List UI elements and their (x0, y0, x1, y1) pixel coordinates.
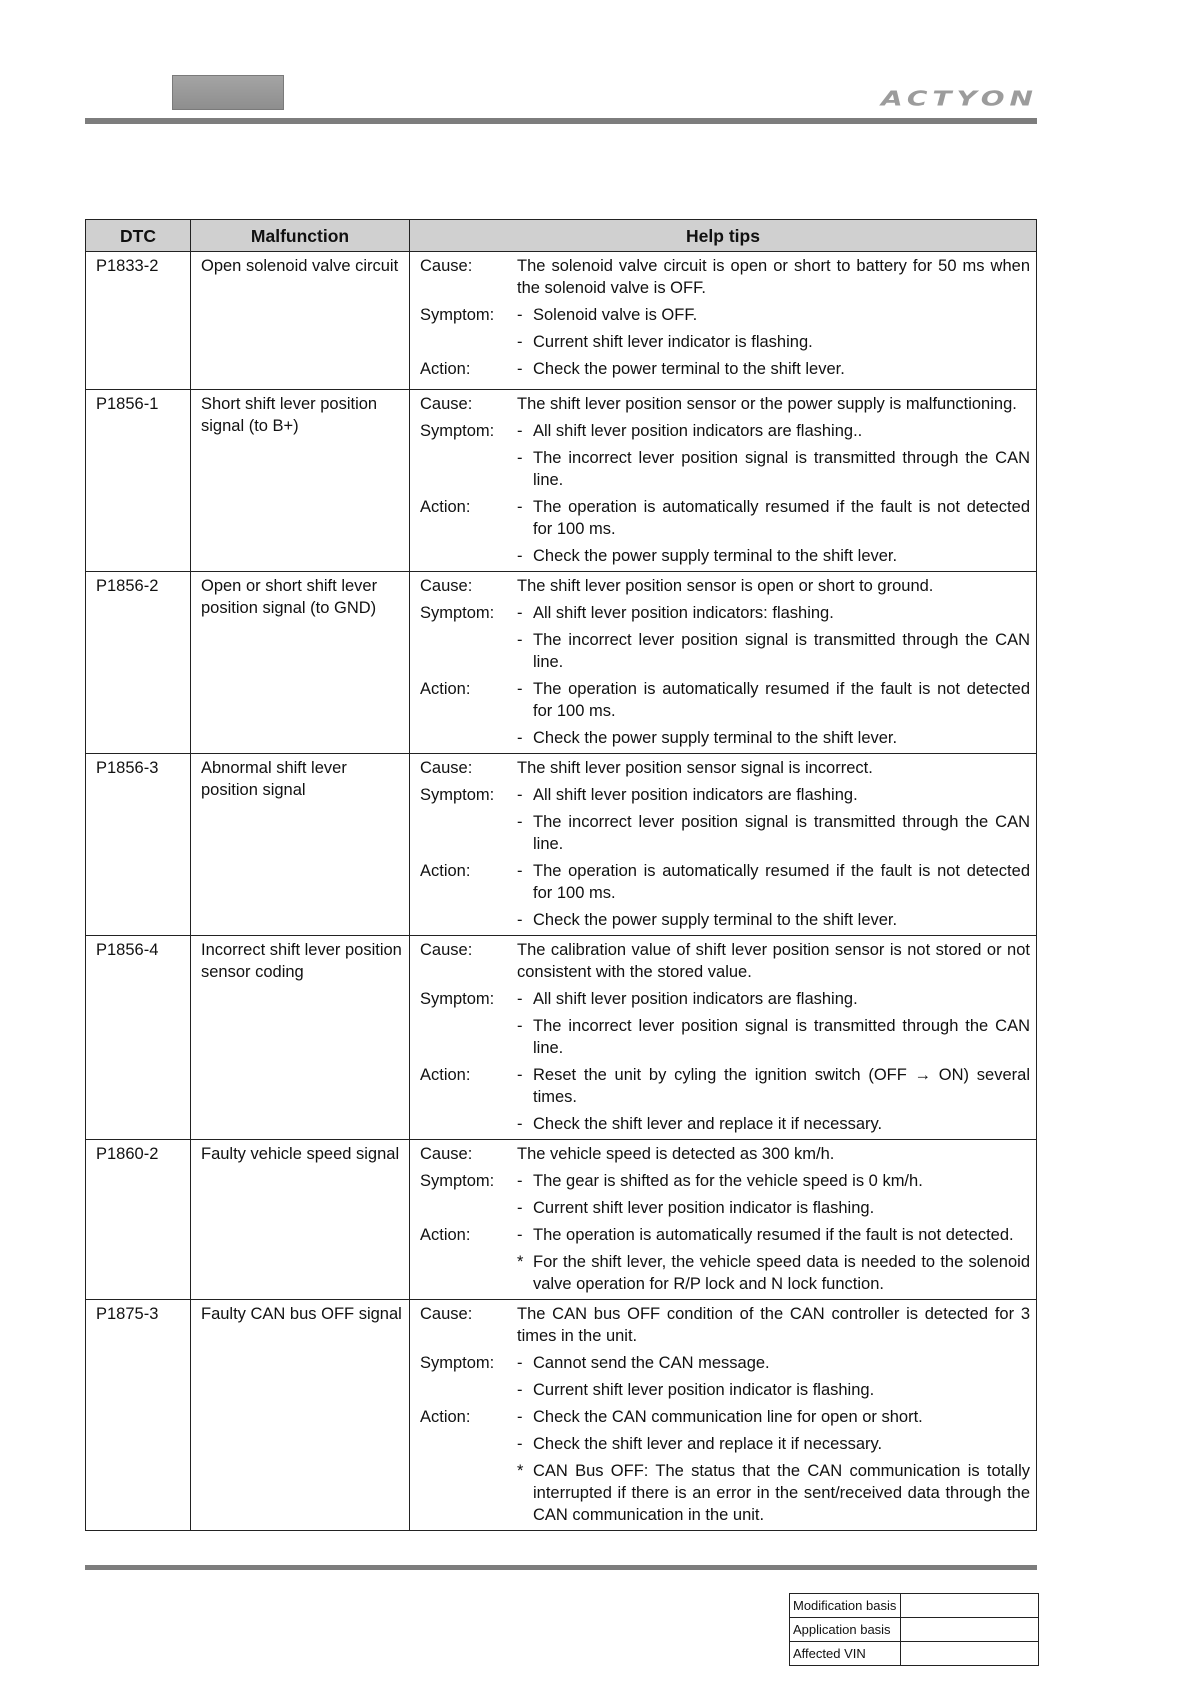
tip-text: All shift lever position indicators are flashing. (533, 990, 858, 1008)
tip-label: Cause: (420, 941, 473, 959)
tip-text: The gear is shifted as for the vehicle speed is 0 km/h. (533, 1172, 923, 1190)
tip-entry (517, 1379, 1030, 1401)
help-tips-cell (410, 1140, 1037, 1300)
tip-bullet: - (517, 911, 523, 929)
tip-entry (517, 1170, 1030, 1192)
tip-entry (517, 629, 1030, 673)
tip-text: The incorrect lever position signal is transmitted through the CAN line. (533, 813, 1030, 853)
tip-entry (517, 1406, 1030, 1428)
malfunction-cell: Faulty vehicle speed signal (191, 1140, 410, 1300)
dtc-table (85, 219, 1037, 1531)
malfunction-cell: Open or short shift lever position signal (to GND) (191, 572, 410, 754)
help-tips-list (420, 1303, 1030, 1526)
revision-row (790, 1594, 1039, 1618)
tip-label: Action: (420, 862, 471, 880)
tip-text: Check the shift lever and replace it if necessary. (533, 1115, 883, 1133)
help-tips-list (420, 255, 1030, 385)
table-row (86, 252, 1037, 390)
tip-label (420, 545, 517, 562)
tip-label: Cause: (420, 257, 473, 275)
help-tips-cell (410, 390, 1037, 572)
table-row (86, 572, 1037, 754)
help-tips-cell (410, 572, 1037, 754)
tip-label (420, 1113, 517, 1130)
tip-label: Symptom: (420, 604, 495, 622)
tip-bullet: - (517, 1354, 523, 1372)
tip-text: The CAN bus OFF condition of the CAN controller is detected for 3 times in the unit. (517, 1305, 1030, 1345)
revision-box (789, 1593, 1039, 1666)
tip-label: Action: (420, 1408, 471, 1426)
tip-text: Reset the unit by cyling the ignition switch (OFF → ON) several times. (533, 1066, 1030, 1106)
dtc-code: P1860-2 (86, 1140, 191, 1300)
tip-entry (517, 602, 1030, 624)
tip-label (420, 1197, 517, 1219)
help-tips-list (420, 757, 1030, 931)
tip-entry (517, 1143, 1030, 1165)
help-tips-cell (410, 936, 1037, 1140)
tip-text: Current shift lever position indicator is flashing. (533, 1199, 875, 1217)
tip-text: The shift lever position sensor signal is incorrect. (517, 759, 873, 777)
tip-entry (517, 811, 1030, 855)
tip-entry (517, 757, 1030, 779)
tip-entry (517, 304, 1030, 326)
tip-entry (517, 678, 1030, 722)
tip-label (420, 727, 517, 744)
revision-row (790, 1642, 1039, 1666)
tip-label: Symptom: (420, 422, 495, 440)
tip-bullet: - (517, 422, 523, 440)
tip-label (420, 629, 517, 673)
tip-text: Check the shift lever and replace it if necessary. (533, 1435, 883, 1453)
tip-entry (517, 1303, 1030, 1347)
tip-text: The shift lever position sensor is open or short to ground. (517, 577, 934, 595)
help-tips-cell (410, 1300, 1037, 1531)
tip-bullet: - (517, 333, 523, 351)
tip-label: Action: (420, 1066, 471, 1084)
tip-label: Action: (420, 498, 471, 516)
tip-entry (517, 358, 1030, 385)
table-row (86, 1300, 1037, 1531)
tip-entry (517, 1433, 1030, 1455)
tip-label: Action: (420, 1226, 471, 1244)
tip-bullet: - (517, 498, 523, 516)
tip-text: The vehicle speed is detected as 300 km/h. (517, 1145, 835, 1163)
dtc-code: P1833-2 (86, 252, 191, 390)
dtc-code: P1856-3 (86, 754, 191, 936)
tip-label: Action: (420, 360, 471, 378)
tip-bullet: - (517, 1115, 523, 1133)
tip-entry (517, 727, 1030, 749)
tip-entry (517, 909, 1030, 931)
tip-text: All shift lever position indicators: flashing. (533, 604, 834, 622)
revision-label: Modification basis (790, 1594, 901, 1618)
help-tips-list (420, 1143, 1030, 1295)
tip-text: CAN Bus OFF: The status that the CAN communication is totally interrupted if there is an error in the sent/received data through the CAN communication in the unit. (533, 1462, 1030, 1524)
tip-entry (517, 447, 1030, 491)
tip-text: All shift lever position indicators are flashing. (533, 786, 858, 804)
revision-row (790, 1618, 1039, 1642)
tip-text: The incorrect lever position signal is transmitted through the CAN line. (533, 1017, 1030, 1057)
tip-text: Cannot send the CAN message. (533, 1354, 770, 1372)
tip-label (420, 909, 517, 926)
tip-bullet: - (517, 1172, 523, 1190)
tip-text: The operation is automatically resumed if the fault is not detected for 100 ms. (533, 680, 1030, 720)
tip-bullet: - (517, 862, 523, 880)
revision-label: Application basis (790, 1618, 901, 1642)
tip-entry (517, 784, 1030, 806)
tip-bullet: - (517, 1066, 523, 1084)
help-tips-list (420, 393, 1030, 567)
tip-label (420, 331, 517, 353)
malfunction-cell: Incorrect shift lever position sensor coding (191, 936, 410, 1140)
tip-label: Cause: (420, 1145, 473, 1163)
dtc-code: P1856-4 (86, 936, 191, 1140)
tip-text: The shift lever position sensor or the power supply is malfunctioning. (517, 395, 1017, 413)
tip-entry (517, 1460, 1030, 1526)
tip-entry (517, 1015, 1030, 1059)
brand-logo: ACTYON (881, 86, 1038, 111)
tip-label (420, 1433, 517, 1455)
tip-label (420, 1015, 517, 1059)
tip-label (420, 447, 517, 491)
table-row (86, 754, 1037, 936)
revision-value (901, 1618, 1039, 1642)
tip-text: Current shift lever indicator is flashing. (533, 333, 813, 351)
tip-text: Check the power terminal to the shift lever. (533, 360, 845, 378)
tip-bullet: - (517, 1381, 523, 1399)
table-row (86, 390, 1037, 572)
tip-label: Symptom: (420, 306, 495, 324)
tip-entry (517, 988, 1030, 1010)
header-malfunction: Malfunction (191, 220, 410, 252)
tip-label (420, 811, 517, 855)
tip-bullet: - (517, 1017, 523, 1035)
tip-bullet: - (517, 990, 523, 1008)
malfunction-cell: Faulty CAN bus OFF signal (191, 1300, 410, 1531)
tip-text: Check the power supply terminal to the shift lever. (533, 729, 898, 747)
tip-text: For the shift lever, the vehicle speed data is needed to the solenoid valve operation for R/P lock and N lock function. (533, 1253, 1030, 1293)
malfunction-cell: Open solenoid valve circuit (191, 252, 410, 390)
tip-bullet: - (517, 449, 523, 467)
tip-text: The incorrect lever position signal is transmitted through the CAN line. (533, 631, 1030, 671)
revision-value (901, 1642, 1039, 1666)
tip-bullet: - (517, 360, 523, 378)
section-tab (172, 75, 284, 110)
header-help-tips: Help tips (410, 220, 1037, 252)
tip-bullet: * (517, 1462, 524, 1480)
tip-text: The solenoid valve circuit is open or short to battery for 50 ms when the solenoid valve is OFF. (517, 257, 1030, 297)
tip-label: Symptom: (420, 786, 495, 804)
tip-text: The operation is automatically resumed if the fault is not detected for 100 ms. (533, 498, 1030, 538)
dtc-code: P1856-1 (86, 390, 191, 572)
tip-bullet: * (517, 1253, 524, 1271)
tip-entry (517, 860, 1030, 904)
table-row (86, 1140, 1037, 1300)
help-tips-list (420, 939, 1030, 1135)
tip-bullet: - (517, 1408, 523, 1426)
header-dtc: DTC (86, 220, 191, 252)
tip-label: Cause: (420, 759, 473, 777)
tip-bullet: - (517, 604, 523, 622)
tip-label: Cause: (420, 577, 473, 595)
tip-text: The operation is automatically resumed if the fault is not detected for 100 ms. (533, 862, 1030, 902)
tip-entry (517, 1224, 1030, 1246)
tip-entry (517, 393, 1030, 415)
tip-entry (517, 1251, 1030, 1295)
tip-entry (517, 545, 1030, 567)
tip-bullet: - (517, 680, 523, 698)
help-tips-list (420, 575, 1030, 749)
tip-entry (517, 420, 1030, 442)
tip-label: Symptom: (420, 1354, 495, 1372)
revision-value (901, 1594, 1039, 1618)
tip-label: Cause: (420, 395, 473, 413)
tip-bullet: - (517, 306, 523, 324)
tip-text: Current shift lever position indicator is flashing. (533, 1381, 875, 1399)
tip-text: The operation is automatically resumed if the fault is not detected. (533, 1226, 1014, 1244)
tip-entry (517, 1352, 1030, 1374)
header-rule (85, 118, 1037, 124)
tip-entry (517, 575, 1030, 597)
tip-label: Cause: (420, 1305, 473, 1323)
table-header-row (86, 220, 1037, 252)
tip-entry (517, 331, 1030, 353)
malfunction-cell: Short shift lever position signal (to B+) (191, 390, 410, 572)
tip-bullet: - (517, 547, 523, 565)
tip-bullet: - (517, 1226, 523, 1244)
tip-entry (517, 1197, 1030, 1219)
dtc-code: P1856-2 (86, 572, 191, 754)
help-tips-cell (410, 252, 1037, 390)
tip-entry (517, 496, 1030, 540)
tip-bullet: - (517, 786, 523, 804)
tip-label: Symptom: (420, 1172, 495, 1190)
tip-bullet: - (517, 1199, 523, 1217)
footer-rule (85, 1565, 1037, 1570)
tip-bullet: - (517, 729, 523, 747)
malfunction-cell: Abnormal shift lever position signal (191, 754, 410, 936)
tip-text: The calibration value of shift lever position sensor is not stored or not consistent with the stored value. (517, 941, 1030, 981)
tip-label: Action: (420, 680, 471, 698)
dtc-table-body (86, 252, 1037, 1531)
tip-text: Check the CAN communication line for open or short. (533, 1408, 923, 1426)
tip-text: Check the power supply terminal to the shift lever. (533, 547, 898, 565)
tip-bullet: - (517, 1435, 523, 1453)
tip-text: All shift lever position indicators are flashing.. (533, 422, 863, 440)
tip-entry (517, 1064, 1030, 1108)
tip-text: The incorrect lever position signal is transmitted through the CAN line. (533, 449, 1030, 489)
table-row (86, 936, 1037, 1140)
revision-label: Affected VIN (790, 1642, 901, 1666)
tip-bullet: - (517, 631, 523, 649)
tip-label (420, 1251, 517, 1290)
tip-entry (517, 255, 1030, 299)
help-tips-cell (410, 754, 1037, 936)
tip-text: Solenoid valve is OFF. (533, 306, 698, 324)
tip-text: Check the power supply terminal to the shift lever. (533, 911, 898, 929)
tip-entry (517, 1113, 1030, 1135)
tip-label (420, 1379, 517, 1401)
tip-label: Symptom: (420, 990, 495, 1008)
dtc-code: P1875-3 (86, 1300, 191, 1531)
tip-label (420, 1460, 517, 1521)
tip-bullet: - (517, 813, 523, 831)
tip-entry (517, 939, 1030, 983)
